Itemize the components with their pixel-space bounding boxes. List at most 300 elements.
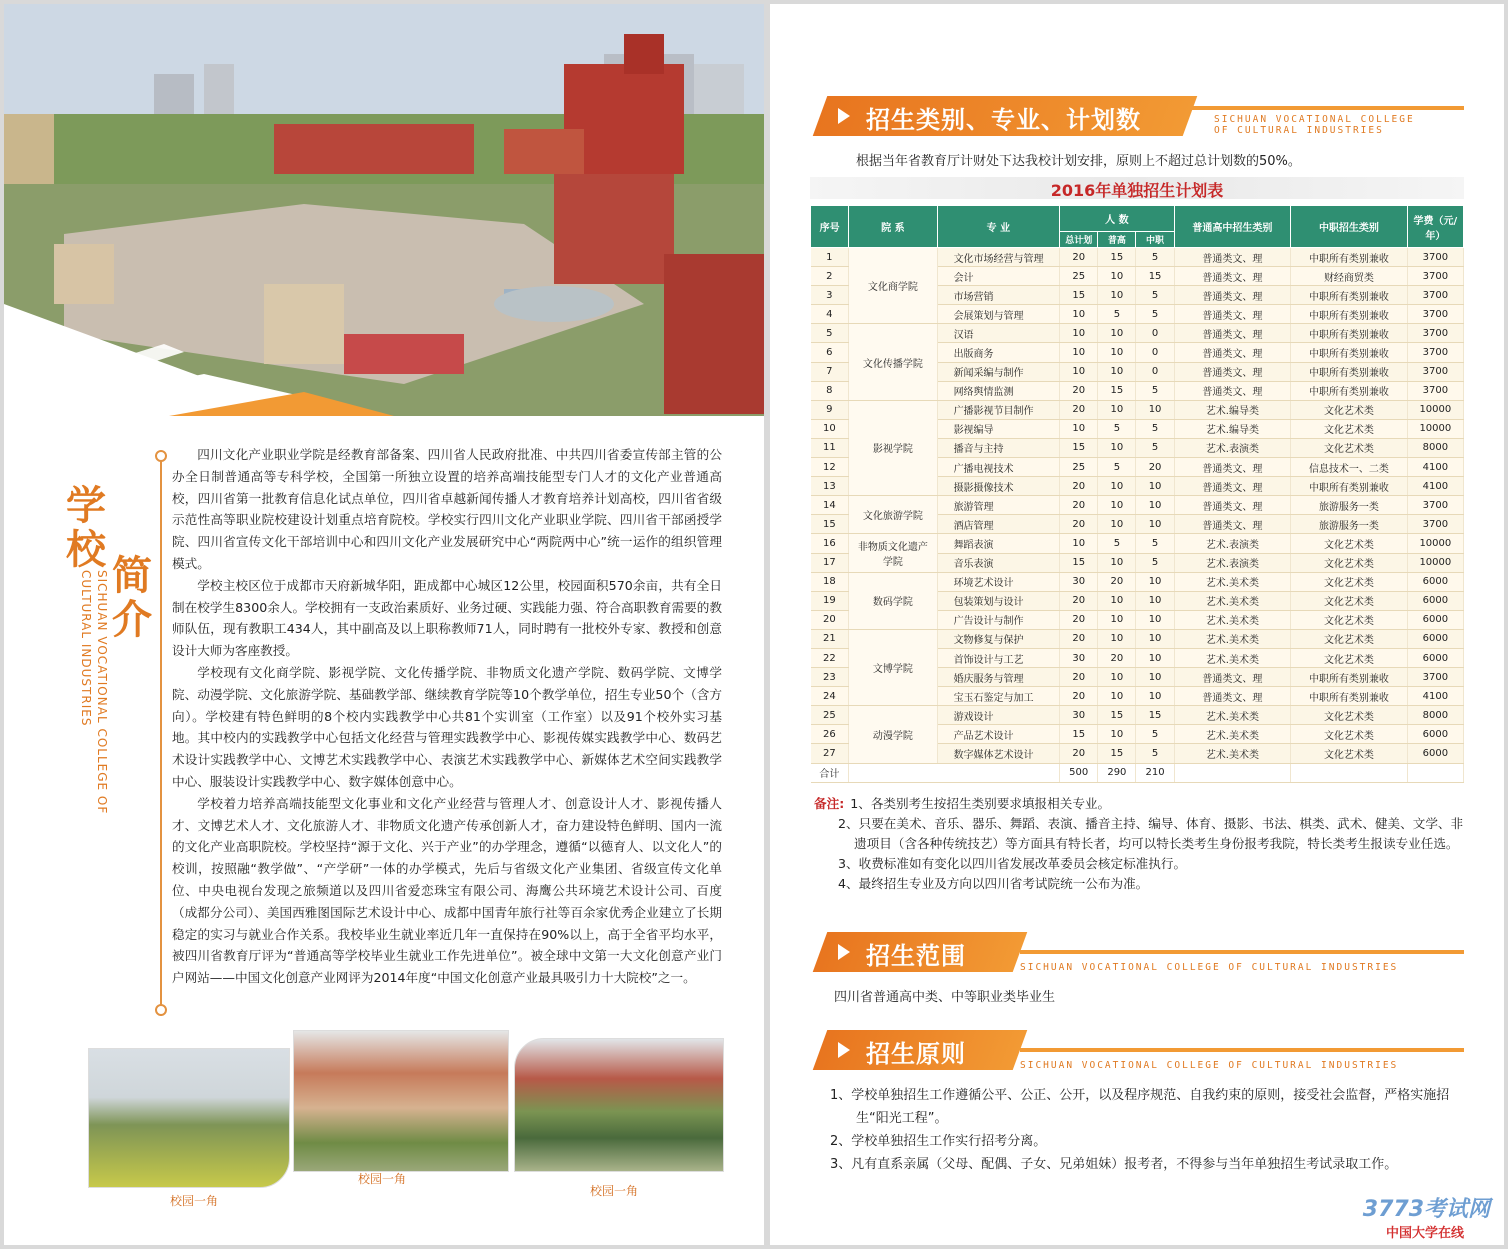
table-cell: 20 — [1060, 477, 1098, 496]
table-cell: 20 — [1136, 458, 1174, 477]
table-cell: 艺术.美术类 — [1174, 706, 1291, 725]
table-row — [811, 248, 1464, 267]
table-cell: 环境艺术设计 — [937, 572, 1060, 591]
table-cell: 10 — [1060, 362, 1098, 381]
table-cell: 普通类文、理 — [1174, 458, 1291, 477]
table-cell: 文化艺术类 — [1291, 744, 1408, 763]
table-cell: 15 — [1098, 381, 1136, 400]
table-cell: 8000 — [1407, 706, 1463, 725]
table-row — [811, 496, 1464, 515]
section-header-principles — [810, 1030, 1470, 1070]
total-cell — [1407, 763, 1463, 782]
arrow-icon — [838, 108, 850, 124]
section-line — [1190, 106, 1464, 110]
table-cell: 普通类文、理 — [1174, 286, 1291, 305]
table-cell: 艺术.美术类 — [1174, 610, 1291, 629]
timeline-line — [160, 456, 162, 1016]
table-cell: 3700 — [1407, 381, 1463, 400]
table-cell: 10000 — [1407, 534, 1463, 553]
table-cell: 30 — [1060, 648, 1098, 667]
table-cell: 6000 — [1407, 629, 1463, 648]
table-cell: 文化艺术类 — [1291, 591, 1408, 610]
principle-item: 2、学校单独招生工作实行招考分离。 — [830, 1134, 1047, 1149]
table-cell: 10000 — [1407, 419, 1463, 438]
table-cell: 文化艺术类 — [1291, 438, 1408, 457]
table-cell: 中职所有类别兼收 — [1291, 248, 1408, 267]
table-cell: 10 — [1060, 534, 1098, 553]
table-cell: 10 — [1060, 305, 1098, 324]
table-cell: 10 — [1136, 591, 1174, 610]
table-cell: 10 — [1098, 553, 1136, 572]
table-cell: 舞蹈表演 — [937, 534, 1060, 553]
table-cell: 5 — [1136, 286, 1174, 305]
dept-cell: 文博学院 — [849, 629, 937, 705]
col-fee: 学费（元/年） — [1407, 206, 1463, 248]
table-cell: 0 — [1136, 343, 1174, 362]
total-cell: 500 — [1060, 763, 1098, 782]
table-cell: 网络舆情监测 — [937, 381, 1060, 400]
table-cell: 6000 — [1407, 572, 1463, 591]
total-cell — [849, 763, 1060, 782]
table-cell: 15 — [1136, 267, 1174, 286]
table-cell: 艺术.美术类 — [1174, 591, 1291, 610]
arrow-icon — [838, 944, 850, 960]
plan-table-body — [811, 248, 1464, 783]
table-cell: 出版商务 — [937, 343, 1060, 362]
principle-item: 3、凡有直系亲属（父母、配偶、子女、兄弟姐妹）报考者，不得参与当年单独招生考试录取工作。 — [830, 1157, 1398, 1172]
table-cell: 15 — [1060, 286, 1098, 305]
table-cell: 20 — [811, 610, 849, 629]
table-cell: 普通类文、理 — [1174, 668, 1291, 687]
table-cell: 旅游服务一类 — [1291, 496, 1408, 515]
table-cell: 广告设计与制作 — [937, 610, 1060, 629]
table-cell: 3700 — [1407, 668, 1463, 687]
timeline-dot — [155, 450, 167, 462]
plan-note: 根据当年省教育厅计财处下达我校计划安排，原则上不超过总计划数的50%。 — [856, 154, 1301, 169]
table-cell: 艺术.表演类 — [1174, 534, 1291, 553]
table-cell: 6000 — [1407, 610, 1463, 629]
table-cell: 5 — [1098, 305, 1136, 324]
table-cell: 普通类文、理 — [1174, 248, 1291, 267]
notes-block — [814, 794, 1464, 894]
table-cell: 中职所有类别兼收 — [1291, 381, 1408, 400]
campus-photo-3 — [514, 1038, 724, 1172]
table-cell: 数字媒体艺术设计 — [937, 744, 1060, 763]
table-cell: 7 — [811, 362, 849, 381]
col-zz-cat: 中职招生类别 — [1291, 206, 1408, 248]
dept-cell: 文化传播学院 — [849, 324, 937, 400]
table-cell: 播音与主持 — [937, 438, 1060, 457]
table-cell: 文化艺术类 — [1291, 400, 1408, 419]
section-title: 招生类别、专业、计划数 — [866, 106, 1141, 134]
plan-title-bar — [810, 177, 1464, 199]
scope-text: 四川省普通高中类、中等职业类毕业生 — [834, 990, 1056, 1005]
section-line — [1020, 950, 1464, 954]
table-cell: 10 — [1136, 572, 1174, 591]
table-cell: 文化艺术类 — [1291, 534, 1408, 553]
table-cell: 文化艺术类 — [1291, 419, 1408, 438]
table-cell: 普通类文、理 — [1174, 362, 1291, 381]
table-cell: 10 — [1098, 515, 1136, 534]
table-cell: 25 — [811, 706, 849, 725]
total-cell: 210 — [1136, 763, 1174, 782]
table-cell: 8 — [811, 381, 849, 400]
table-cell: 15 — [1136, 706, 1174, 725]
table-cell: 普通类文、理 — [1174, 515, 1291, 534]
table-row — [811, 706, 1464, 725]
table-cell: 0 — [1136, 362, 1174, 381]
table-cell: 4100 — [1407, 477, 1463, 496]
intro-paragraph: 学校主校区位于成都市天府新城华阳，距成都中心城区12公里，校园面积570余亩，共有全日制在校学生8300余人。学校拥有一支政治素质好、业务过硬、实践能力强、符合高职教育需要的教师队伍，现有教职工434人，其中副高及以上职称教师71人，同时聘有一批校外专家、教授和创意设计大师为客座教授。 — [172, 577, 722, 659]
table-cell: 3700 — [1407, 343, 1463, 362]
table-cell: 10 — [1098, 477, 1136, 496]
table-cell: 5 — [1136, 381, 1174, 400]
table-cell: 3700 — [1407, 305, 1463, 324]
col-pg: 普高 — [1098, 232, 1136, 248]
total-row — [811, 763, 1464, 782]
table-cell: 30 — [1060, 572, 1098, 591]
table-row — [811, 324, 1464, 343]
table-cell: 5 — [1136, 744, 1174, 763]
table-cell: 20 — [1060, 248, 1098, 267]
table-cell: 5 — [1098, 534, 1136, 553]
table-cell: 普通类文、理 — [1174, 343, 1291, 362]
table-cell: 会展策划与管理 — [937, 305, 1060, 324]
table-cell: 10 — [1136, 629, 1174, 648]
table-cell: 15 — [1060, 725, 1098, 744]
table-cell: 10 — [1098, 286, 1136, 305]
table-cell: 17 — [811, 553, 849, 572]
table-cell: 20 — [1060, 629, 1098, 648]
col-pg-cat: 普通高中招生类别 — [1174, 206, 1291, 248]
table-cell: 20 — [1060, 610, 1098, 629]
section-title: 招生原则 — [866, 1040, 966, 1068]
table-cell: 10 — [1136, 515, 1174, 534]
table-cell: 首饰设计与工艺 — [937, 648, 1060, 667]
table-cell: 文物修复与保护 — [937, 629, 1060, 648]
table-cell: 汉语 — [937, 324, 1060, 343]
table-cell: 艺术.表演类 — [1174, 553, 1291, 572]
table-cell: 10 — [1098, 400, 1136, 419]
table-cell: 2 — [811, 267, 849, 286]
table-cell: 3700 — [1407, 267, 1463, 286]
intro-english-vertical: SICHUAN VOCATIONAL COLLEGE OF CULTURAL INDUSTRIES — [79, 570, 109, 815]
table-cell: 5 — [1136, 725, 1174, 744]
table-cell: 20 — [1060, 591, 1098, 610]
photo-caption: 校园一角 — [170, 1194, 219, 1208]
intro-text — [172, 444, 722, 989]
table-cell: 10 — [1098, 629, 1136, 648]
table-cell: 包装策划与设计 — [937, 591, 1060, 610]
table-cell: 普通类文、理 — [1174, 381, 1291, 400]
principles-list — [830, 1084, 1470, 1176]
col-total: 总计划 — [1060, 232, 1098, 248]
table-cell: 文化市场经营与管理 — [937, 248, 1060, 267]
table-cell: 5 — [1136, 438, 1174, 457]
table-cell: 3700 — [1407, 248, 1463, 267]
watermark-text: 中国大学在线 — [1385, 1226, 1464, 1241]
table-cell: 10 — [1098, 610, 1136, 629]
table-cell: 音乐表演 — [937, 553, 1060, 572]
table-cell: 财经商贸类 — [1291, 267, 1408, 286]
table-cell: 文化艺术类 — [1291, 706, 1408, 725]
table-cell: 10 — [1136, 648, 1174, 667]
photo-caption: 校园一角 — [590, 1184, 639, 1198]
table-cell: 10 — [1098, 687, 1136, 706]
dept-cell: 数码学院 — [849, 572, 937, 629]
table-cell: 3700 — [1407, 515, 1463, 534]
table-cell: 20 — [1060, 687, 1098, 706]
table-cell: 婚庆服务与管理 — [937, 668, 1060, 687]
title-char: 简 — [112, 552, 152, 599]
table-cell: 25 — [1060, 267, 1098, 286]
table-cell: 15 — [1098, 706, 1136, 725]
table-cell: 10000 — [1407, 400, 1463, 419]
table-cell: 游戏设计 — [937, 706, 1060, 725]
campus-aerial-photo — [4, 4, 764, 416]
table-cell: 20 — [1098, 648, 1136, 667]
table-cell: 6000 — [1407, 744, 1463, 763]
section-english: SICHUAN VOCATIONAL COLLEGE OF CULTURAL INDUSTRIES — [1214, 114, 1415, 136]
table-cell: 旅游服务一类 — [1291, 515, 1408, 534]
table-cell: 10 — [1098, 496, 1136, 515]
table-cell: 5 — [1136, 248, 1174, 267]
table-cell: 6000 — [1407, 648, 1463, 667]
table-cell: 10 — [1136, 668, 1174, 687]
hero-orange-swoosh — [4, 344, 764, 416]
table-cell: 10 — [1060, 419, 1098, 438]
table-cell: 22 — [811, 648, 849, 667]
total-cell: 290 — [1098, 763, 1136, 782]
table-row — [811, 572, 1464, 591]
table-cell: 15 — [1060, 553, 1098, 572]
note-text: 1、各类别考生按招生类别要求填报相关专业。 — [850, 796, 1111, 811]
table-cell: 艺术.表演类 — [1174, 438, 1291, 457]
table-cell: 旅游管理 — [937, 496, 1060, 515]
col-major: 专 业 — [937, 206, 1060, 248]
table-cell: 10000 — [1407, 553, 1463, 572]
table-cell: 文化艺术类 — [1291, 629, 1408, 648]
table-cell: 15 — [1060, 438, 1098, 457]
table-cell: 普通类文、理 — [1174, 267, 1291, 286]
table-cell: 20 — [1060, 744, 1098, 763]
table-cell: 10 — [811, 419, 849, 438]
table-cell: 6000 — [1407, 591, 1463, 610]
table-cell: 市场营销 — [937, 286, 1060, 305]
right-page — [770, 4, 1504, 1245]
section-line — [1020, 1048, 1464, 1052]
table-cell: 中职所有类别兼收 — [1291, 286, 1408, 305]
table-cell: 15 — [811, 515, 849, 534]
table-cell: 5 — [1136, 419, 1174, 438]
dept-cell: 动漫学院 — [849, 706, 937, 763]
table-cell: 3700 — [1407, 286, 1463, 305]
section-english: SICHUAN VOCATIONAL COLLEGE OF CULTURAL INDUSTRIES — [1020, 1060, 1399, 1071]
table-cell: 普通类文、理 — [1174, 687, 1291, 706]
table-cell: 10 — [1098, 438, 1136, 457]
table-cell: 5 — [1136, 534, 1174, 553]
table-cell: 24 — [811, 687, 849, 706]
table-cell: 10 — [1136, 400, 1174, 419]
table-cell: 20 — [1060, 515, 1098, 534]
table-cell: 广播影视节目制作 — [937, 400, 1060, 419]
table-cell: 10 — [1060, 324, 1098, 343]
table-cell: 20 — [1060, 381, 1098, 400]
table-cell: 文化艺术类 — [1291, 610, 1408, 629]
table-cell: 中职所有类别兼收 — [1291, 343, 1408, 362]
table-row — [811, 400, 1464, 419]
intro-paragraph: 学校着力培养高端技能型文化事业和文化产业经营与管理人才、创意设计人才、影视传播人才、文博艺术人才、文化旅游人才、非物质文化遗产传承创新人才，奋力建设特色鲜明、国内一流的文化产业高职院校。学校坚持“源于文化、兴于产业”的办学理念，遵循“以德育人、以文化人”的校训，按照融“教学做”、“产学研”一体的办学模式，先后与省级文化产业集团、省级宣传文化单位、中央电视台发现之旅频道以及四川省爱恋珠宝有限公司、海鹰公共环境艺术设计公司、百度（成都分公司）、美国西雅图国际艺术设计中心、成都中国青年旅行社等百余家优秀企业建立了长期稳定的实习与就业合作关系。我校毕业生就业率近几年一直保持在90%以上，高于全省平均水平，被四川省教育厅评为“普通高等学校毕业生就业工作先进单位”。被全球中文第一大文化创意产业门户网站——中国文化创意产业网评为2014年度“中国文化创意产业最具吸引力十大院校”之一。 — [172, 795, 722, 986]
table-cell: 5 — [1098, 419, 1136, 438]
table-cell: 9 — [811, 400, 849, 419]
note-line: 4、最终招生专业及方向以四川省考试院统一公布为准。 — [838, 876, 1149, 891]
table-cell: 3700 — [1407, 496, 1463, 515]
photo-caption: 校园一角 — [358, 1172, 407, 1186]
table-cell: 26 — [811, 725, 849, 744]
col-dept: 院 系 — [849, 206, 937, 248]
table-cell: 8000 — [1407, 438, 1463, 457]
campus-thumbnails — [4, 1030, 764, 1245]
table-cell: 新闻采编与制作 — [937, 362, 1060, 381]
table-cell: 1 — [811, 248, 849, 267]
table-cell: 影视编导 — [937, 419, 1060, 438]
plan-table-title: 2016年单独招生计划表 — [1050, 181, 1224, 200]
section-header-plan — [810, 96, 1470, 136]
section-english: SICHUAN VOCATIONAL COLLEGE OF CULTURAL INDUSTRIES — [1020, 962, 1399, 973]
table-cell: 4 — [811, 305, 849, 324]
table-cell: 20 — [1060, 400, 1098, 419]
title-char: 学 — [66, 482, 106, 529]
title-char: 校 — [66, 526, 106, 573]
col-count: 人 数 — [1060, 206, 1175, 232]
table-cell: 艺术.美术类 — [1174, 629, 1291, 648]
table-cell: 6000 — [1407, 725, 1463, 744]
table-cell: 文化艺术类 — [1291, 648, 1408, 667]
campus-photo-2 — [293, 1030, 509, 1172]
col-zz: 中职 — [1136, 232, 1174, 248]
table-cell: 18 — [811, 572, 849, 591]
note-line: 3、收费标准如有变化以四川省发展改革委员会核定标准执行。 — [838, 856, 1187, 871]
dept-cell: 文化商学院 — [849, 248, 937, 324]
table-cell: 11 — [811, 438, 849, 457]
table-cell: 4100 — [1407, 687, 1463, 706]
table-cell: 5 — [811, 324, 849, 343]
table-cell: 27 — [811, 744, 849, 763]
dept-cell: 影视学院 — [849, 400, 937, 495]
campus-photo-1 — [88, 1048, 290, 1188]
principle-item: 1、学校单独招生工作遵循公平、公正、公开，以及程序规范、自我约束的原则，接受社会监督，严格实施招生“阳光工程”。 — [830, 1088, 1450, 1126]
note-line: 2、只要在美术、音乐、器乐、舞蹈、表演、播音主持、编导、体育、摄影、书法、棋类、武术、健美、文学、非遗项目（含各种传统技艺）等方面具有特长者，均可以特长类考生身份报考我院，特长类考生报读专业任选。 — [838, 816, 1464, 851]
table-cell: 艺术.编导类 — [1174, 400, 1291, 419]
table-cell: 文化艺术类 — [1291, 553, 1408, 572]
table-cell: 10 — [1098, 343, 1136, 362]
table-cell: 普通类文、理 — [1174, 496, 1291, 515]
table-cell: 会计 — [937, 267, 1060, 286]
table-cell: 普通类文、理 — [1174, 305, 1291, 324]
total-cell — [1174, 763, 1291, 782]
table-cell: 3700 — [1407, 362, 1463, 381]
table-cell: 16 — [811, 534, 849, 553]
table-cell: 10 — [1136, 496, 1174, 515]
table-cell: 艺术.编导类 — [1174, 419, 1291, 438]
table-cell: 3700 — [1407, 324, 1463, 343]
table-cell: 普通类文、理 — [1174, 477, 1291, 496]
table-cell: 6 — [811, 343, 849, 362]
section-title: 招生范围 — [866, 942, 966, 970]
table-cell: 广播电视技术 — [937, 458, 1060, 477]
dept-cell: 非物质文化遗产学院 — [849, 534, 937, 572]
section-header-scope — [810, 932, 1470, 972]
table-row — [811, 629, 1464, 648]
table-cell: 艺术.美术类 — [1174, 572, 1291, 591]
table-cell: 14 — [811, 496, 849, 515]
table-cell: 25 — [1060, 458, 1098, 477]
table-cell: 23 — [811, 668, 849, 687]
note-line — [814, 794, 1464, 814]
intro-paragraph: 四川文化产业职业学院是经教育部备案、四川省人民政府批准、中共四川省委宣传部主管的公办全日制普通高等专科学校，全国第一所独立设置的培养高端技能型专门人才的文化产业普通高校，四川省第一批教育信息化试点单位，四川省卓越新闻传播人才教育培养计划高校，四川省省级示范性高等职业院校建设计划重点培育院校。学校实行四川文化产业职业学院、四川省干部函授学院、四川省宣传文化干部培训中心和四川文化产业发展研究中心“两院两中心”统一运作的组织管理模式。 — [172, 447, 722, 571]
table-cell: 中职所有类别兼收 — [1291, 324, 1408, 343]
table-cell: 10 — [1136, 477, 1174, 496]
total-cell: 合计 — [811, 763, 849, 782]
table-cell: 信息技术一、二类 — [1291, 458, 1408, 477]
table-cell: 产品艺术设计 — [937, 725, 1060, 744]
table-cell: 10 — [1098, 362, 1136, 381]
table-cell: 12 — [811, 458, 849, 477]
notes-label: 备注: — [814, 796, 845, 811]
table-cell: 15 — [1098, 744, 1136, 763]
table-cell: 艺术.美术类 — [1174, 725, 1291, 744]
table-cell: 30 — [1060, 706, 1098, 725]
arrow-icon — [838, 1042, 850, 1058]
total-cell — [1291, 763, 1408, 782]
table-cell: 10 — [1098, 668, 1136, 687]
table-cell: 10 — [1098, 324, 1136, 343]
table-cell: 20 — [1098, 572, 1136, 591]
table-cell: 摄影摄像技术 — [937, 477, 1060, 496]
table-cell: 文化艺术类 — [1291, 725, 1408, 744]
table-cell: 艺术.美术类 — [1174, 648, 1291, 667]
table-cell: 宝玉石鉴定与加工 — [937, 687, 1060, 706]
table-cell: 5 — [1098, 458, 1136, 477]
table-cell: 4100 — [1407, 458, 1463, 477]
table-cell: 19 — [811, 591, 849, 610]
table-cell: 中职所有类别兼收 — [1291, 305, 1408, 324]
table-cell: 艺术.美术类 — [1174, 744, 1291, 763]
table-cell: 0 — [1136, 324, 1174, 343]
table-cell: 中职所有类别兼收 — [1291, 477, 1408, 496]
table-cell: 文化艺术类 — [1291, 572, 1408, 591]
dept-cell: 文化旅游学院 — [849, 496, 937, 534]
table-cell: 20 — [1060, 496, 1098, 515]
intro-paragraph: 学校现有文化商学院、影视学院、文化传播学院、非物质文化遗产学院、数码学院、文博学院、动漫学院、文化旅游学院、基础教学部、继续教育学院等10个教学单位，招生专业50个（含方向）。学校建有特色鲜明的8个校内实践教学中心共81个实训室（工作室）以及91个校外实习基地。其中校内的实践教学中心包括文化经营与管理实践教学中心、影视传媒实践教学中心、数码艺术设计实践教学中心、文博艺术实践教学中心、表演艺术实践教学中心、新媒体艺术空间实践教学中心、服装设计实践教学中心、数字媒体创意中心。 — [172, 664, 722, 789]
table-row — [811, 534, 1464, 553]
table-cell: 10 — [1136, 610, 1174, 629]
table-cell: 13 — [811, 477, 849, 496]
title-char: 介 — [112, 596, 152, 643]
table-cell: 酒店管理 — [937, 515, 1060, 534]
table-cell: 10 — [1060, 343, 1098, 362]
table-cell: 10 — [1098, 725, 1136, 744]
table-cell: 5 — [1136, 305, 1174, 324]
table-cell: 10 — [1136, 687, 1174, 706]
table-cell: 中职所有类别兼收 — [1291, 362, 1408, 381]
enrollment-plan-table — [810, 205, 1464, 783]
table-cell: 普通类文、理 — [1174, 324, 1291, 343]
table-cell: 中职所有类别兼收 — [1291, 668, 1408, 687]
table-cell: 20 — [1060, 668, 1098, 687]
table-cell: 5 — [1136, 553, 1174, 572]
table-cell: 21 — [811, 629, 849, 648]
